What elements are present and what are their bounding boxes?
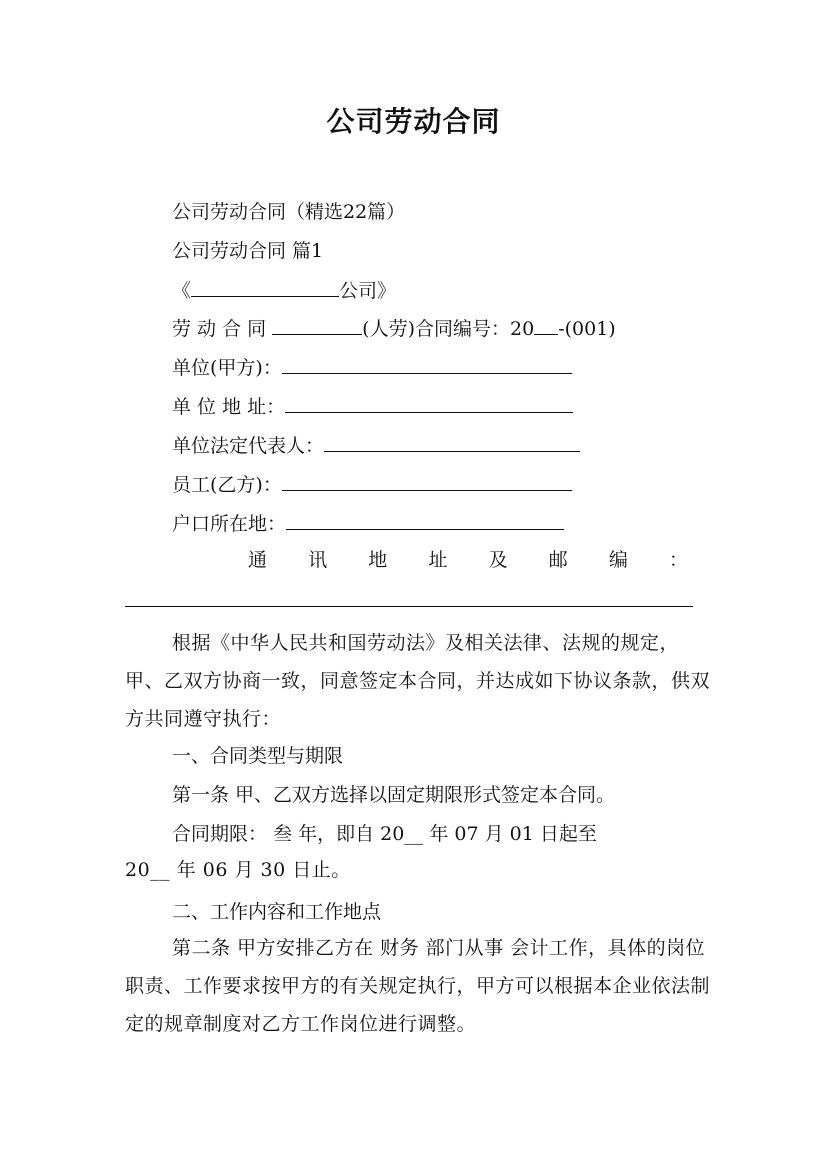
contract-label: 劳 动 合 同 [172, 318, 267, 340]
contract-number-line [172, 316, 616, 341]
unit-label: 单位(甲方)： [172, 357, 282, 379]
article-2: 第二条 甲方安排乙方在 财务 部门从事 会计工作，具体的岗位职责、工作要求按甲方的有关规定执行，甲方可以根据本企业依法制定的规章制度对乙方工作岗位进行调整。 [125, 937, 711, 1035]
page-title: 公司劳动合同 [326, 105, 501, 138]
company-open: 《 [172, 280, 192, 302]
unit-address-blank [285, 394, 573, 413]
hukou-label: 户口所在地： [172, 513, 287, 535]
intro-paragraph: 根据《中华人民共和国劳动法》及相关法律、法规的规定，甲、乙双方协商一致，同意签定本合同，并达成如下协议条款，供双方共同遵守执行： [125, 632, 711, 730]
hukou-blank [286, 511, 564, 530]
term-line-2: 20__ 年 06 月 30 日止。 [125, 859, 351, 881]
mail-char: 址 [428, 549, 448, 571]
heading-part-1: 公司劳动合同 篇1 [172, 240, 324, 262]
legal-rep-line [172, 433, 580, 458]
section-1-heading: 一、合同类型与期限 [172, 745, 344, 767]
section-2-heading: 二、工作内容和工作地点 [172, 901, 382, 923]
mail-char: 地 [368, 549, 388, 571]
employee-label: 员工(乙方)： [172, 474, 282, 496]
mail-address-label [248, 548, 688, 572]
employee-blank [282, 472, 572, 491]
unit-address-line [172, 394, 573, 419]
mail-char: 邮 [548, 549, 568, 571]
legal-rep-blank [324, 433, 580, 452]
article-1: 第一条 甲、乙双方选择以固定期限形式签定本合同。 [172, 784, 616, 806]
mail-char: 讯 [308, 549, 328, 571]
employee-line [172, 472, 572, 497]
company-line [172, 278, 396, 303]
mail-char: 通 [248, 549, 268, 571]
legal-rep-label: 单位法定代表人： [172, 435, 325, 457]
contract-mid: (人劳)合同编号：20 [362, 318, 535, 340]
year-blank [534, 316, 558, 335]
mail-address-blank [125, 606, 693, 607]
mail-char: 编 [608, 549, 628, 571]
contract-end: -(001) [558, 318, 616, 340]
company-blank [191, 278, 339, 297]
term-line-1: 合同期限： 叁 年，即自 20__ 年 07 月 01 日起至 [172, 823, 597, 845]
unit-address-label: 单 位 地 址： [172, 396, 286, 418]
unit-line [172, 355, 572, 380]
contract-blank [272, 316, 362, 335]
company-close: 公司》 [339, 280, 397, 302]
mail-char: ： [668, 549, 688, 571]
hukou-line [172, 511, 564, 536]
unit-blank [282, 355, 572, 374]
mail-char: 及 [488, 549, 508, 571]
subtitle: 公司劳动合同（精选22篇） [172, 201, 406, 223]
